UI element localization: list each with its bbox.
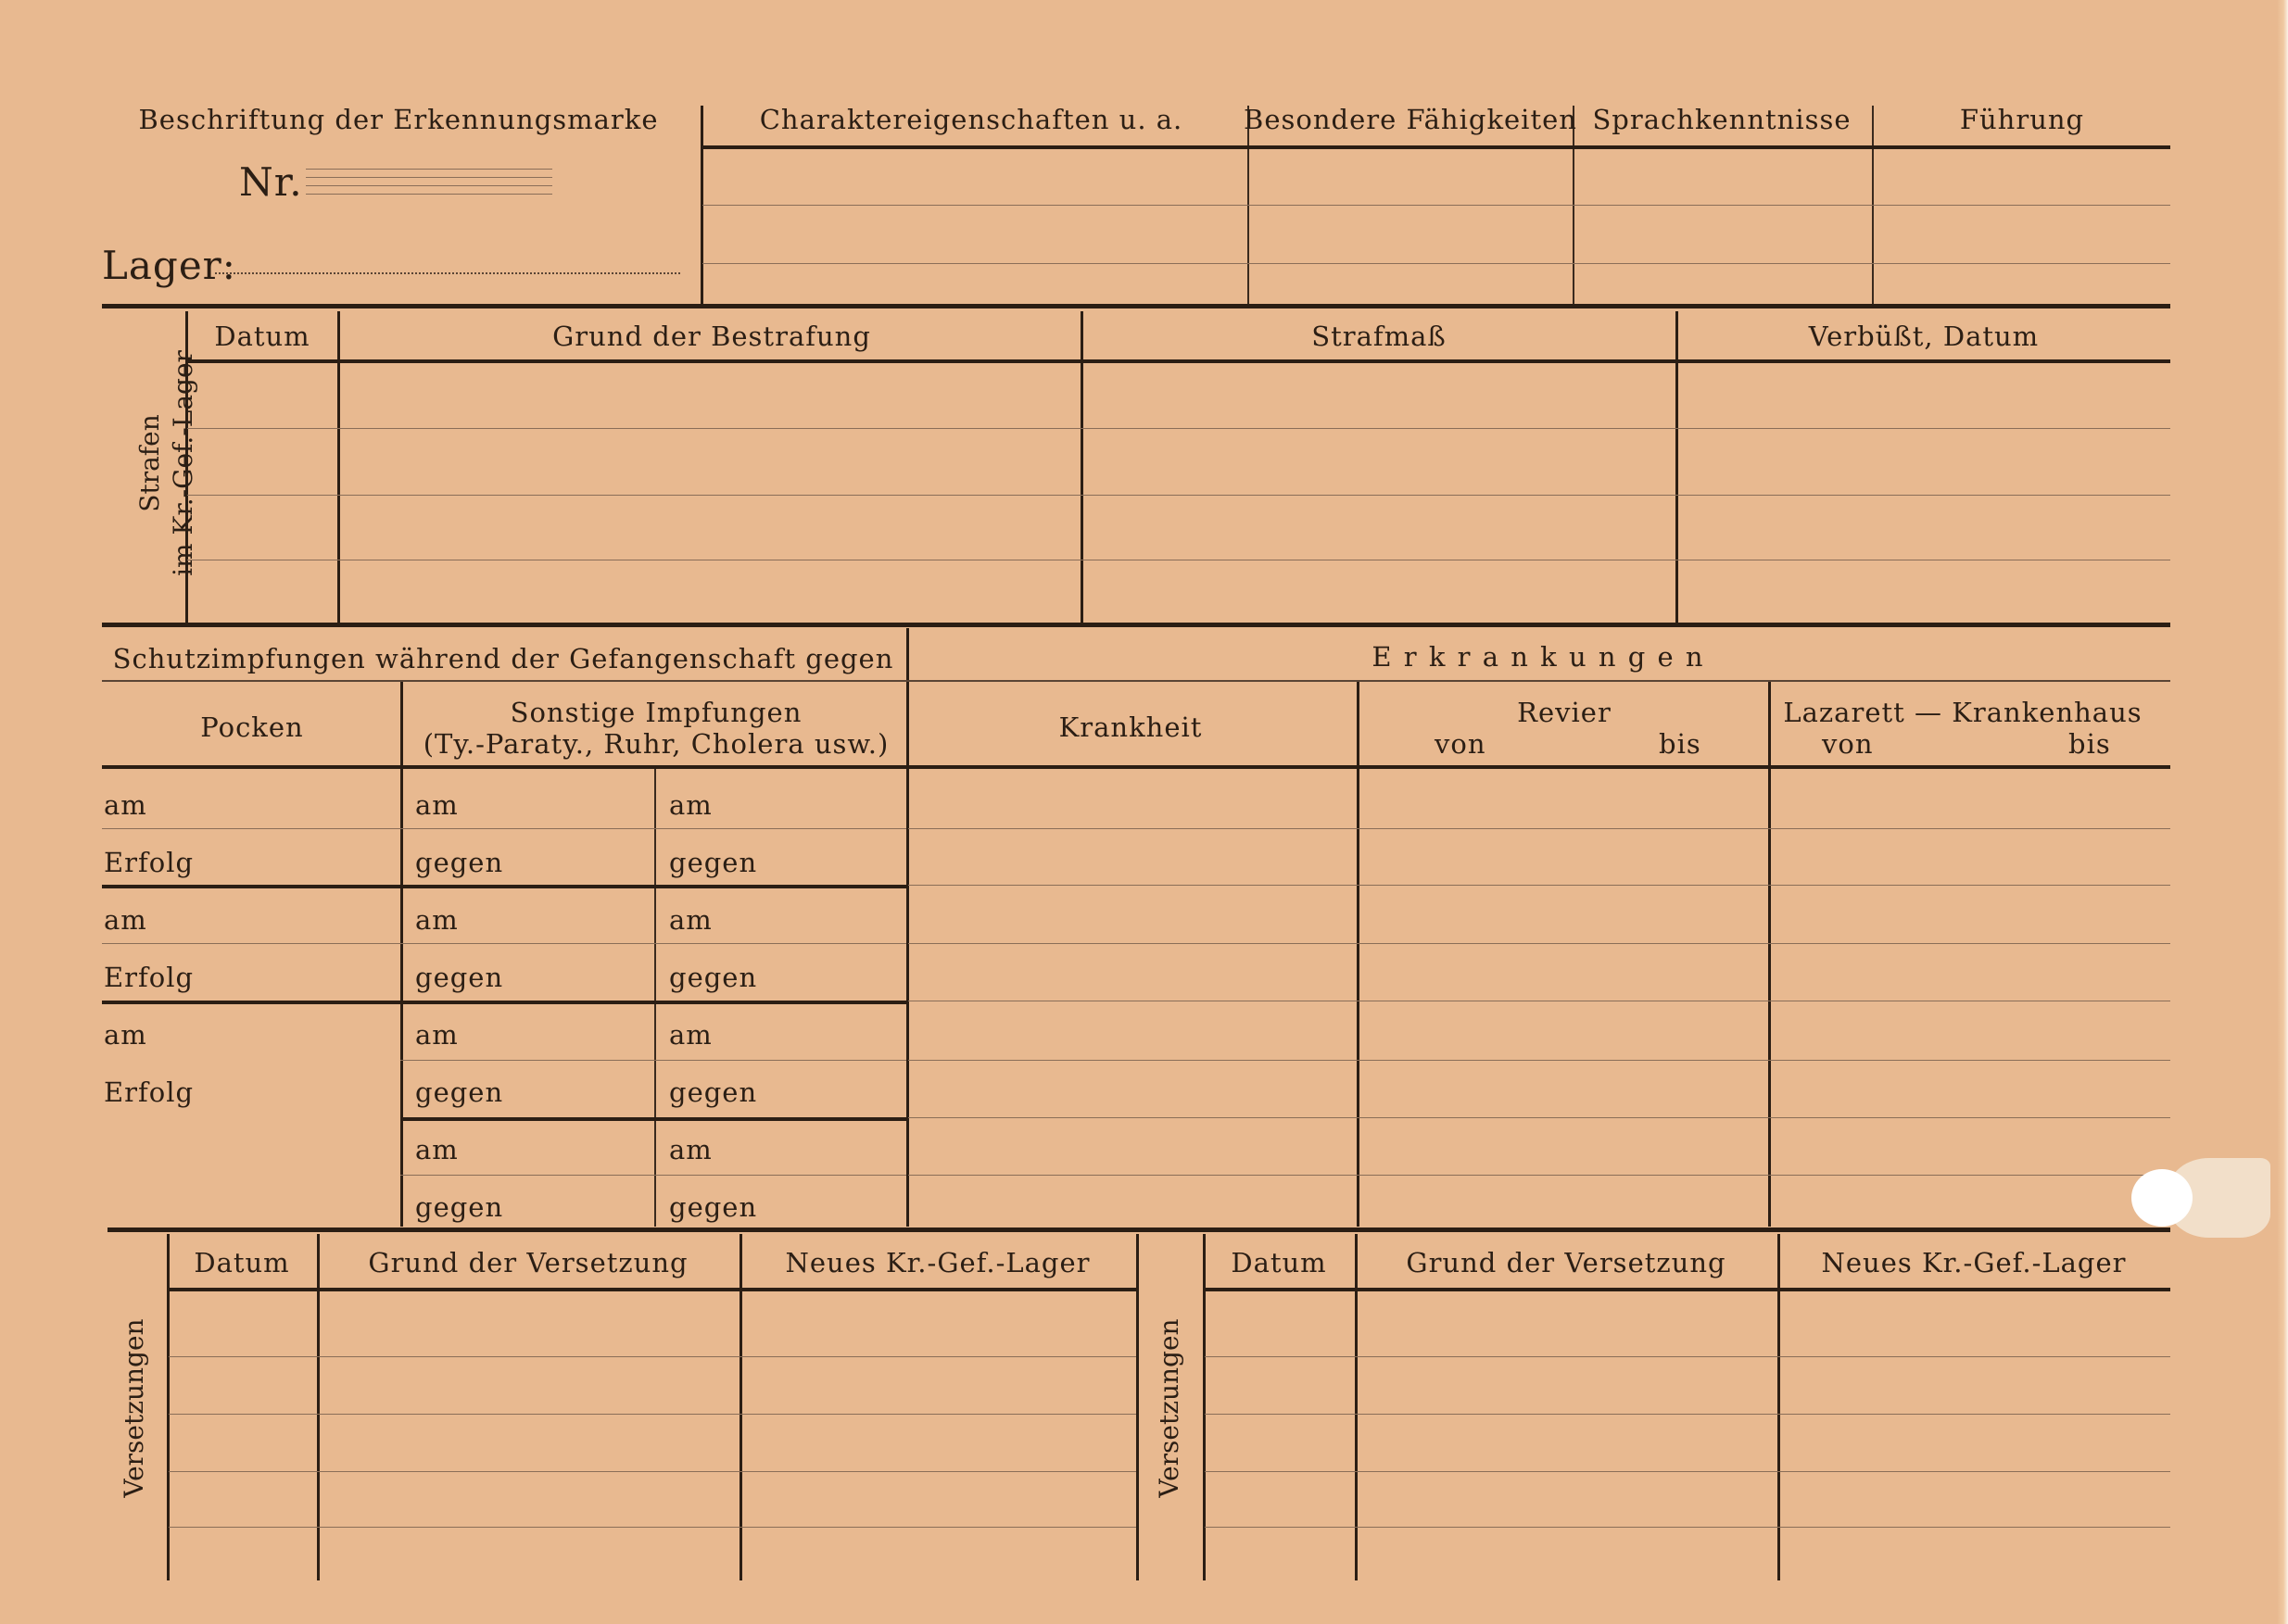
vers-right-col-lager: Neues Kr.-Gef.-Lager bbox=[1821, 1247, 2127, 1278]
versetzungen-side-label-right: Versetzungen bbox=[1154, 1318, 1184, 1498]
sonst-am-2b: am bbox=[669, 904, 713, 936]
pocken-erfolg-2: Erfolg bbox=[104, 962, 195, 993]
sonst-am-4b: am bbox=[669, 1134, 713, 1165]
vers-left-col-datum: Datum bbox=[194, 1247, 290, 1278]
nr-line-3 bbox=[306, 185, 552, 186]
sonst-am-1b: am bbox=[669, 789, 713, 821]
top-row-line bbox=[702, 263, 2170, 264]
sonst-am-3a: am bbox=[415, 1019, 459, 1051]
top-row-line bbox=[702, 205, 2170, 206]
pocken-am-3: am bbox=[104, 1019, 147, 1051]
sonst-gegen-3a: gegen bbox=[415, 1076, 504, 1108]
col-fuehrung: Führung bbox=[1959, 104, 2085, 135]
sonst-gegen-2b: gegen bbox=[669, 962, 758, 993]
versetzungen-side-label-left: Versetzungen bbox=[119, 1318, 149, 1498]
pocken-erfolg-3: Erfolg bbox=[104, 1076, 195, 1108]
strafen-col-strafmass: Strafmaß bbox=[1311, 321, 1447, 352]
impfungen-title: Schutzimpfungen während der Gefangenschaft gegen bbox=[112, 643, 894, 674]
vers-left-row-line bbox=[169, 1527, 1136, 1528]
col-charakter: Charaktereigenschaften u. a. bbox=[759, 104, 1183, 135]
vers-right-col-datum: Datum bbox=[1231, 1247, 1327, 1278]
krankheit-label: Krankheit bbox=[1058, 711, 1203, 743]
lazarett-bis: bis bbox=[2068, 728, 2111, 760]
pocken-am-1: am bbox=[104, 789, 147, 821]
card-edge bbox=[2277, 0, 2288, 1624]
erkrankung-row-line bbox=[908, 943, 2170, 944]
section-rule bbox=[102, 304, 2170, 308]
sonst-am-2a: am bbox=[415, 904, 459, 936]
sonst-gegen-4b: gegen bbox=[669, 1191, 758, 1223]
nr-label: Nr. bbox=[239, 159, 303, 205]
strafen-col-verbuesst: Verbüßt, Datum bbox=[1808, 321, 2040, 352]
sonstige-label: Sonstige Impfungen bbox=[510, 697, 803, 728]
strafen-col-datum: Datum bbox=[214, 321, 310, 352]
vers-right-col-grund: Grund der Versetzung bbox=[1406, 1247, 1726, 1278]
strafen-col-grund: Grund der Bestrafung bbox=[552, 321, 871, 352]
lazarett-von: von bbox=[1822, 728, 1874, 760]
sonst-am-4a: am bbox=[415, 1134, 459, 1165]
strafen-row-line bbox=[187, 428, 2170, 429]
nr-line-1 bbox=[306, 169, 552, 170]
marke-label: Beschriftung der Erkennungsmarke bbox=[138, 104, 659, 135]
lager-label: Lager: bbox=[102, 243, 236, 288]
sonst-gegen-1a: gegen bbox=[415, 847, 504, 878]
vers-left-row-line bbox=[169, 1356, 1136, 1357]
lazarett-label: Lazarett — Krankenhaus bbox=[1783, 697, 2143, 728]
section-rule bbox=[102, 623, 2170, 627]
col-sprachen: Sprachkenntnisse bbox=[1592, 104, 1852, 135]
punch-hole bbox=[2131, 1169, 2193, 1227]
sonst-am-3b: am bbox=[669, 1019, 713, 1051]
erkrankung-row-line bbox=[908, 1117, 2170, 1118]
vers-right-row-line bbox=[1205, 1414, 2170, 1415]
vers-right-row-line bbox=[1205, 1471, 2170, 1472]
pocken-am-2: am bbox=[104, 904, 147, 936]
erkrankung-row-line bbox=[908, 1060, 2170, 1061]
erkrankung-row-line bbox=[908, 1175, 2170, 1176]
sonst-am-1a: am bbox=[415, 789, 459, 821]
sonst-gegen-4a: gegen bbox=[415, 1191, 504, 1223]
sonst-gegen-1b: gegen bbox=[669, 847, 758, 878]
nr-line-4 bbox=[306, 194, 552, 195]
vers-right-row-line bbox=[1205, 1527, 2170, 1528]
revier-label: Revier bbox=[1517, 697, 1612, 728]
pocken-erfolg-1: Erfolg bbox=[104, 847, 195, 878]
lager-field[interactable] bbox=[215, 272, 680, 274]
vers-left-row-line bbox=[169, 1414, 1136, 1415]
sonstige-sub-label: (Ty.-Paraty., Ruhr, Cholera usw.) bbox=[423, 728, 890, 760]
vers-right-row-line bbox=[1205, 1356, 2170, 1357]
section-rule bbox=[107, 1227, 2170, 1232]
strafen-side-label: Strafen im Kr.-Gef.-Lager bbox=[134, 350, 198, 576]
erkrankung-row-line bbox=[908, 885, 2170, 886]
erkrankungen-title: E r k r a n k u n g e n bbox=[1372, 641, 1705, 673]
strafen-row-line bbox=[187, 495, 2170, 496]
revier-von: von bbox=[1435, 728, 1486, 760]
col-faehigkeiten: Besondere Fähigkeiten bbox=[1244, 104, 1577, 135]
vers-left-row-line bbox=[169, 1471, 1136, 1472]
sonst-gegen-3b: gegen bbox=[669, 1076, 758, 1108]
pocken-label: Pocken bbox=[200, 711, 304, 743]
sonst-gegen-2a: gegen bbox=[415, 962, 504, 993]
revier-bis: bis bbox=[1659, 728, 1701, 760]
nr-line-2 bbox=[306, 177, 552, 178]
vers-left-col-grund: Grund der Versetzung bbox=[368, 1247, 689, 1278]
vers-left-col-lager: Neues Kr.-Gef.-Lager bbox=[785, 1247, 1091, 1278]
erkrankung-row-line bbox=[908, 828, 2170, 829]
